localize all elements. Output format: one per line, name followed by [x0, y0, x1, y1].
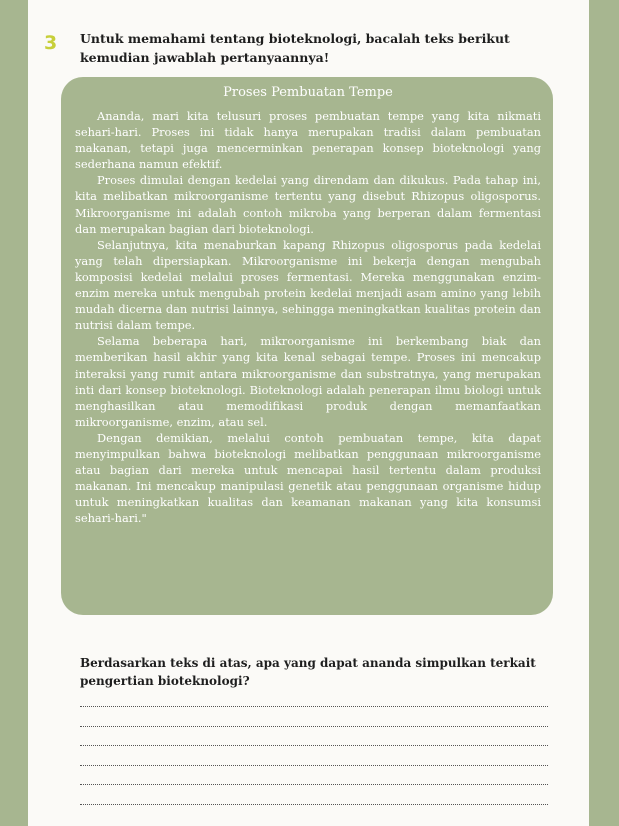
answer-line[interactable] [80, 784, 548, 785]
answer-line[interactable] [80, 706, 548, 707]
answer-line[interactable] [80, 726, 548, 727]
passage-paragraph: Proses dimulai dengan kedelai yang direndam dan dikukus. Pada tahap ini, kita melibatkan mikroorganisme tertentu yang disebut Rhizopus oligosporus. Mikroorganisme ini adalah contoh mikroba yang berperan dalam fermentasi dan merupakan bagian dari bioteknologi. [75, 173, 541, 236]
passage-paragraph: Selanjutnya, kita menaburkan kapang Rhizopus oligosporus pada kedelai yang telah dipersiapkan. Mikroorganisme ini bekerja dengan mengubah komposisi kedelai melalui proses fermentasi. Mereka menggunakan enzim-enzim mereka untuk mengubah protein kedelai menjadi asam amino yang lebih mudah dicerna dan nutrisi lainnya, sehingga meningkatkan kualitas protein dan nutrisi dalam tempe. [75, 237, 541, 333]
passage-paragraph: Dengan demikian, melalui contoh pembuatan tempe, kita dapat menyimpulkan bahwa bioteknologi melibatkan penggunaan mikroorganisme atau bagian dari mereka untuk mencapai hasil tertentu dalam produksi makanan. Ini mencakup manipulasi genetik atau penggunaan organisme hidup untuk meningkatkan kualitas dan keamanan makanan yang kita konsumsi sehari-hari." [75, 430, 541, 526]
passage-paragraph: Selama beberapa hari, mikroorganisme ini berkembang biak dan memberikan hasil akhir yang kita kenal sebagai tempe. Proses ini mencakup interaksi yang rumit antara mikroorganisme dan substratnya, yang merupakan inti dari konsep bioteknologi. Bioteknologi adalah penerapan ilmu biologi untuk menghasilkan atau memodifikasi produk dengan memanfaatkan mikroorganisme, enzim, atau sel. [75, 334, 541, 429]
instruction-text: Untuk memahami tentang bioteknologi, bacalah teks berikut kemudian jawablah pertanyaannya! [80, 31, 510, 65]
passage-title: Proses Pembuatan Tempe [223, 85, 393, 100]
answer-line[interactable] [80, 765, 548, 766]
question-text: Berdasarkan teks di atas, apa yang dapat ananda simpulkan terkait pengertian bioteknologi? [80, 656, 536, 688]
background-right-band [589, 0, 619, 826]
passage-paragraph: Ananda, mari kita telusuri proses pembuatan tempe yang kita nikmati sehari-hari. Proses ini tidak hanya merupakan tradisi dalam pembuatan makanan, tetapi juga mencerminkan penerapan konsep bioteknologi yang sederhana namun efektif. [75, 109, 541, 172]
question-number: 3 [44, 32, 58, 54]
answer-area[interactable] [80, 706, 548, 823]
answer-line[interactable] [80, 804, 548, 805]
reading-passage-panel [61, 77, 553, 615]
answer-line[interactable] [80, 745, 548, 746]
